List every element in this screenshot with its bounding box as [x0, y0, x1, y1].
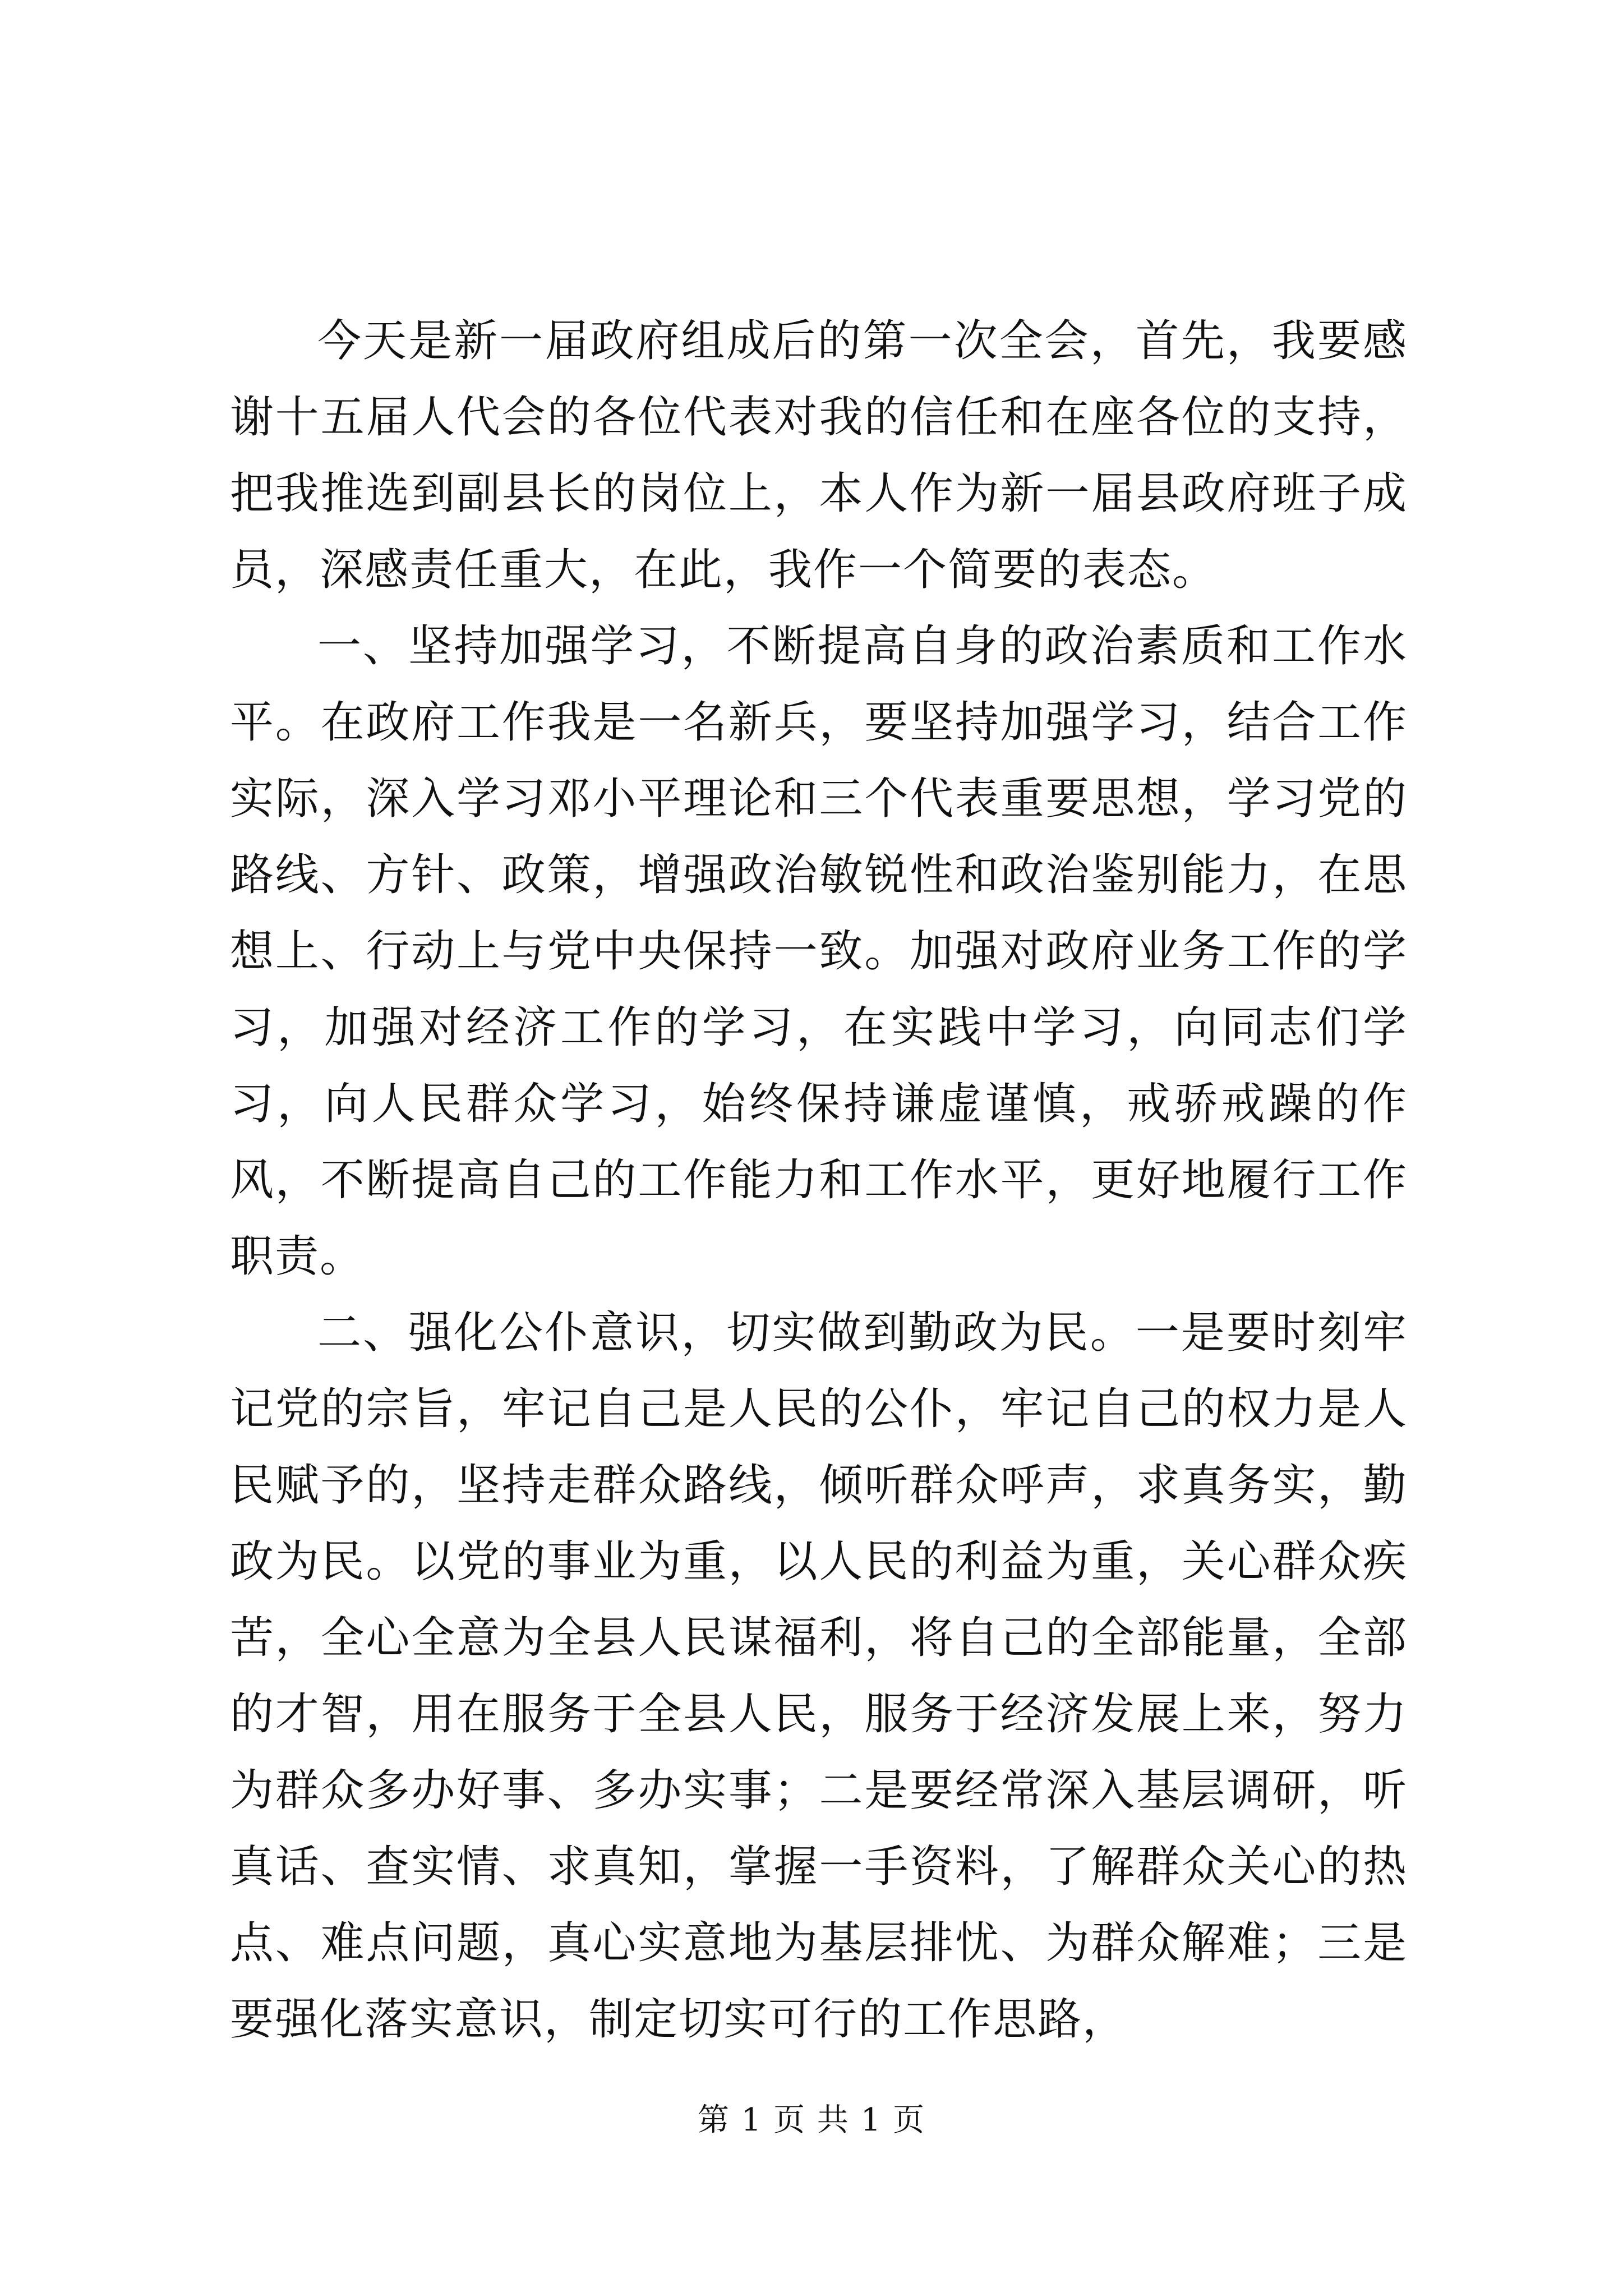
- document-body: [230, 303, 1408, 2058]
- paragraph-intro: 今天是新一届政府组成后的第一次全会，首先，我要感谢十五届人代会的各位代表对我的信任和在座各位的支持，把我推选到副县长的岗位上，本人作为新一届县政府班子成员，深感责任重大，在此，我作一个简要的表态。: [230, 316, 1408, 595]
- paragraph-section-one: 一、坚持加强学习，不断提高自身的政治素质和工作水平。在政府工作我是一名新兵，要坚持加强学习，结合工作实际，深入学习邓小平理论和三个代表重要思想，学习党的路线、方针、政策，增强政治敏锐性和政治鉴别能力，在思想上、行动上与党中央保持一致。加强对政府业务工作的学习，加强对经济工作的学习，在实践中学习，向同志们学习，向人民群众学习，始终保持谦虚谨慎，戒骄戒躁的作风，不断提高自己的工作能力和工作水平，更好地履行工作职责。: [230, 621, 1408, 1282]
- page-footer: 第 1 页 共 1 页: [697, 2102, 926, 2138]
- paragraph-section-two: 二、强化公仆意识，切实做到勤政为民。一是要时刻牢记党的宗旨，牢记自己是人民的公仆，牢记自己的权力是人民赋予的，坚持走群众路线，倾听群众呼声，求真务实，勤政为民。以党的事业为重，以人民的利益为重，关心群众疾苦，全心全意为全县人民谋福利，将自己的全部能量，全部的才智，用在服务于全县人民，服务于经济发展上来，努力为群众多办好事、多办实事；二是要经常深入基层调研，听真话、查实情、求真知，掌握一手资料，了解群众关心的热点、难点问题，真心实意地为基层排忧、为群众解难；三是要强化落实意识，制定切实可行的工作思路，: [230, 1308, 1408, 2045]
